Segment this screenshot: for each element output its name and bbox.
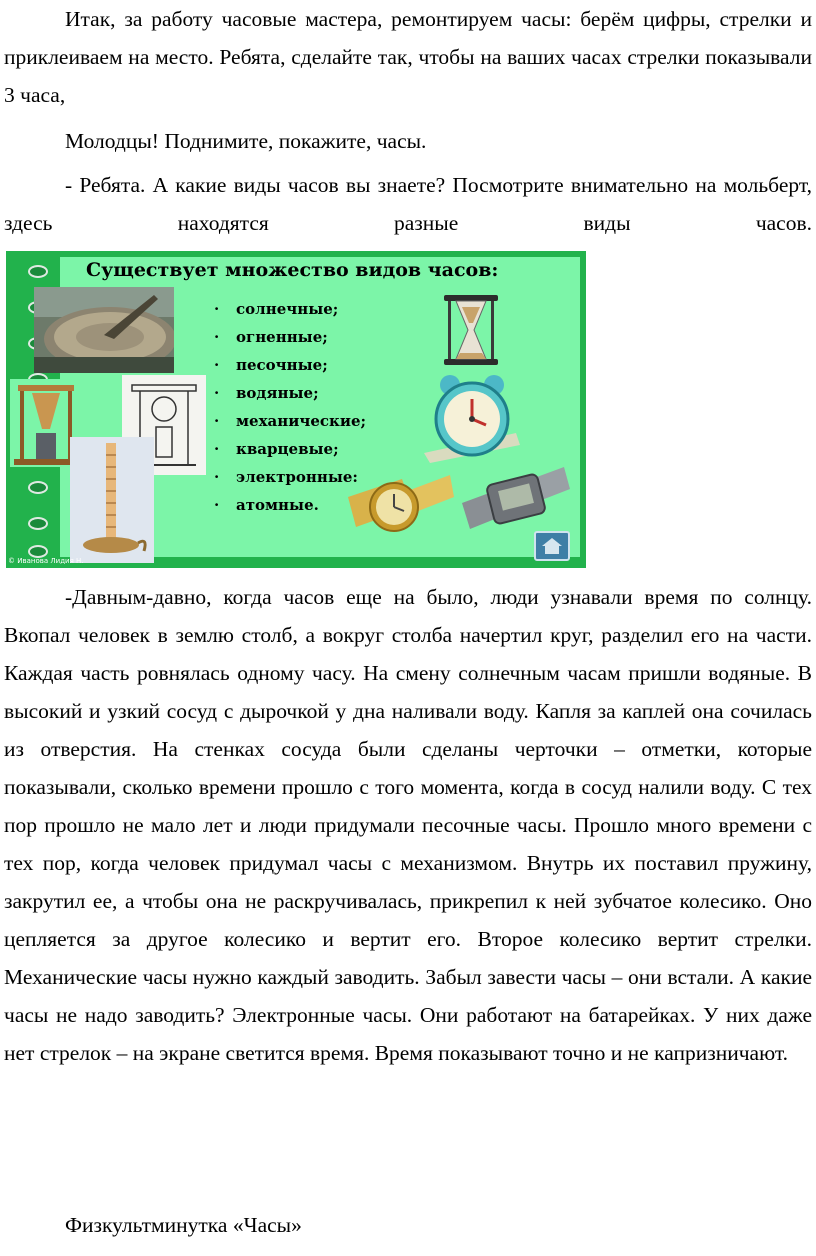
paragraph-exercise-heading: Физкультминутка «Часы» — [65, 1213, 302, 1237]
list-item: · огненные; — [214, 323, 366, 351]
quartz-watch-image — [342, 467, 454, 545]
paragraph-praise: Молодцы! Поднимите, покажите, часы. — [65, 129, 427, 153]
hourglass-image — [440, 293, 502, 367]
candle-clock-image — [70, 437, 154, 563]
paragraph-intro: Итак, за работу часовые мастера, ремонтируем часы: берём цифры, стрелки и приклеиваем на место. Ребята, сделайте так, чтобы на ваших часах стрелки показывали 3 часа, — [4, 7, 812, 107]
alarm-clock-image — [420, 373, 524, 463]
electronic-watch-image — [460, 463, 570, 535]
list-item: · механические; — [214, 407, 366, 435]
sundial-image — [34, 287, 174, 373]
list-item: · песочные; — [214, 351, 366, 379]
list-item: · кварцевые; — [214, 435, 366, 463]
slide-title: Существует множество видов часов: — [86, 259, 499, 281]
list-item: · солнечные; — [214, 295, 366, 323]
binder-ring — [28, 517, 48, 530]
binder-ring — [28, 481, 48, 494]
clock-types-slide — [6, 251, 586, 568]
binder-ring — [28, 265, 48, 278]
home-icon — [536, 533, 568, 559]
slide-caption: © Иванова Лидия Н. — [8, 557, 84, 565]
list-item: · атомные. — [214, 491, 366, 519]
list-item: · электронные: — [214, 463, 366, 491]
list-item: · водяные; — [214, 379, 366, 407]
home-button[interactable] — [534, 531, 570, 561]
paragraph-history: -Давным-давно, когда часов еще на было, люди узнавали время по солнцу. Вкопал человек в землю столб, а вокруг столба начертил круг, разделил его на части. Каждая часть ровнялась одному часу. На смену солнечным часам пришли водяные. В высокий и узкий сосуд с дырочкой у дна наливали воду. Капля за каплей она сочилась из отверстия. На стенках сосуда были сделаны черточки – отметки, которые показывали, сколько времени прошло с того момента, когда в сосуд налили воду. С тех пор прошло не мало лет и люди придумали песочные часы. Прошло много времени с тех пор, когда человек придумал часы с механизмом. Внутрь их поставил пружину, закрутил ее, а чтобы она не раскручивалась, прикрепил к ней зубчатое колесико. Оно цепляется за другое колесико и вертит его. Второе колесико вертит стрелки. Механические часы нужно каждый заводить. Забыл завести часы – они встали. А какие часы не надо заводить? Электронные часы. Они работают на батарейках. У них даже нет стрелок – на экране светится время. Время показывают точно и не капризничают. — [4, 585, 812, 1065]
paragraph-question: - Ребята. А какие виды часов вы знаете? Посмотрите внимательно на мольберт, здесь находятся разные виды часов. — [4, 173, 812, 235]
